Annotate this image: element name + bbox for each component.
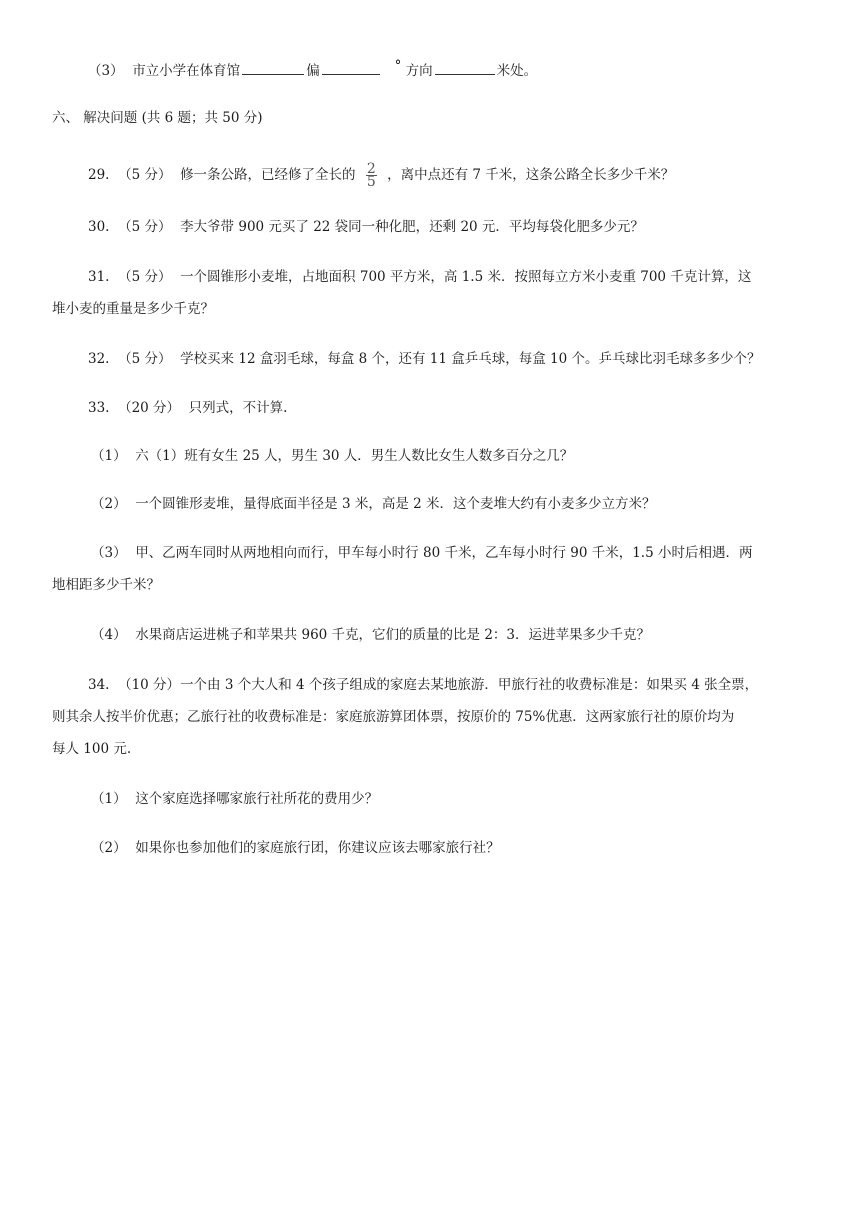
sub-text: 六（1）班有女生 25 人，男生 30 人．男生人数比女生人数多百分之几？: [135, 448, 574, 464]
question-34: [88, 675, 758, 695]
section-title: 六、 解决问题 (共 6 题；共 50 分): [52, 110, 263, 126]
question-score: （5 分）: [118, 167, 172, 183]
sub-text: 一个圆锥形麦堆，量得底面半径是 3 米，高是 2 米．这个麦堆大约有小麦多少立方米？: [135, 496, 656, 512]
question-text: 一个圆锥形小麦堆，占地面积 700 平方米，高 1.5 米．按照每立方米小麦重 700 千克计算，这: [180, 269, 752, 285]
sub-label: （3）: [91, 545, 127, 561]
sub-label: （3）: [88, 63, 124, 79]
sub-label: （4）: [91, 627, 127, 643]
question-34-sub1: [91, 789, 378, 809]
question-text: 学校买来 12 盒羽毛球，每盒 8 个，还有 11 盒乒乓球，每盒 10 个。乒乓球比羽毛球多多少个？: [180, 351, 761, 367]
question-number: 32.: [88, 351, 110, 367]
question-score: （5 分）: [118, 269, 172, 285]
question-text: 只列式，不计算.: [188, 400, 288, 416]
sub-text: 水果商店运进桃子和苹果共 960 千克，它们的质量的比是 2：3．运进苹果多少千克？: [135, 627, 651, 643]
sub-label: （2）: [91, 496, 127, 512]
answer-blank[interactable]: [435, 60, 495, 75]
question-34-cont1: 则其余人按半价优惠；乙旅行社的收费标准是：家庭旅游算团体票，按原价的 75%优惠．这两家旅行社的原价均为: [52, 709, 735, 725]
question-score: （10 分）: [118, 677, 181, 693]
fraction-denominator: 5: [366, 174, 376, 190]
fraction-numerator: 2: [366, 161, 376, 177]
sub-text: 这个家庭选择哪家旅行社所花的费用少？: [135, 791, 379, 807]
q28-sub3-text4: 米处。: [496, 63, 538, 79]
question-34-cont2: 每人 100 元.: [52, 741, 132, 757]
question-29: [88, 161, 674, 189]
question-31-cont: 堆小麦的重量是多少千克？: [52, 301, 214, 317]
question-33-sub2: [91, 494, 656, 514]
question-number: 31.: [88, 269, 110, 285]
question-33-sub4: [91, 625, 650, 645]
question-text: ，离中点还有 7 千米，这条公路全长多少千米？: [387, 167, 675, 183]
fraction: [366, 163, 377, 188]
answer-blank[interactable]: [242, 60, 304, 75]
sub-label: （1）: [91, 448, 127, 464]
question-30: [88, 217, 644, 237]
question-score: （5 分）: [118, 351, 172, 367]
q28-sub3-text1: 市立小学在体育馆: [132, 63, 241, 79]
question-score: （20 分）: [118, 400, 181, 416]
sub-text: 如果你也参加他们的家庭旅行团，你建议应该去哪家旅行社？: [135, 840, 500, 856]
question-number: 33.: [88, 400, 110, 416]
question-33-sub1: [91, 446, 573, 466]
answer-blank[interactable]: [322, 60, 380, 75]
question-text: 一个由 3 个大人和 4 个孩子组成的家庭去某地旅游．甲旅行社的收费标准是：如果买 4 张全票，: [180, 677, 759, 693]
question-text: 修一条公路，已经修了全长的: [180, 167, 356, 183]
question-text: 李大爷带 900 元买了 22 袋同一种化肥，还剩 20 元．平均每袋化肥多少元？: [180, 219, 644, 235]
question-32: [88, 349, 761, 369]
q28-sub3-text3: 方向: [405, 63, 433, 79]
sub-text: 甲、乙两车同时从两地相向而行，甲车每小时行 80 千米，乙车每小时行 90 千米，1.5 小时后相遇．两: [135, 545, 753, 561]
question-score: （5 分）: [118, 219, 172, 235]
question-34-sub2: [91, 838, 500, 858]
question-number: 30.: [88, 219, 110, 235]
q28-sub3-text2: 偏: [306, 63, 320, 79]
degree-symbol: °: [394, 58, 402, 74]
question-33-sub3-cont: 地相距多少千米？: [52, 577, 160, 593]
question-33-sub3: [91, 543, 752, 563]
question-number: 29.: [88, 167, 110, 183]
q28-sub3: [88, 60, 537, 81]
sub-label: （2）: [91, 840, 127, 856]
question-33: [88, 398, 287, 418]
sub-label: （1）: [91, 791, 127, 807]
question-31: [88, 267, 751, 287]
question-number: 34.: [88, 677, 110, 693]
